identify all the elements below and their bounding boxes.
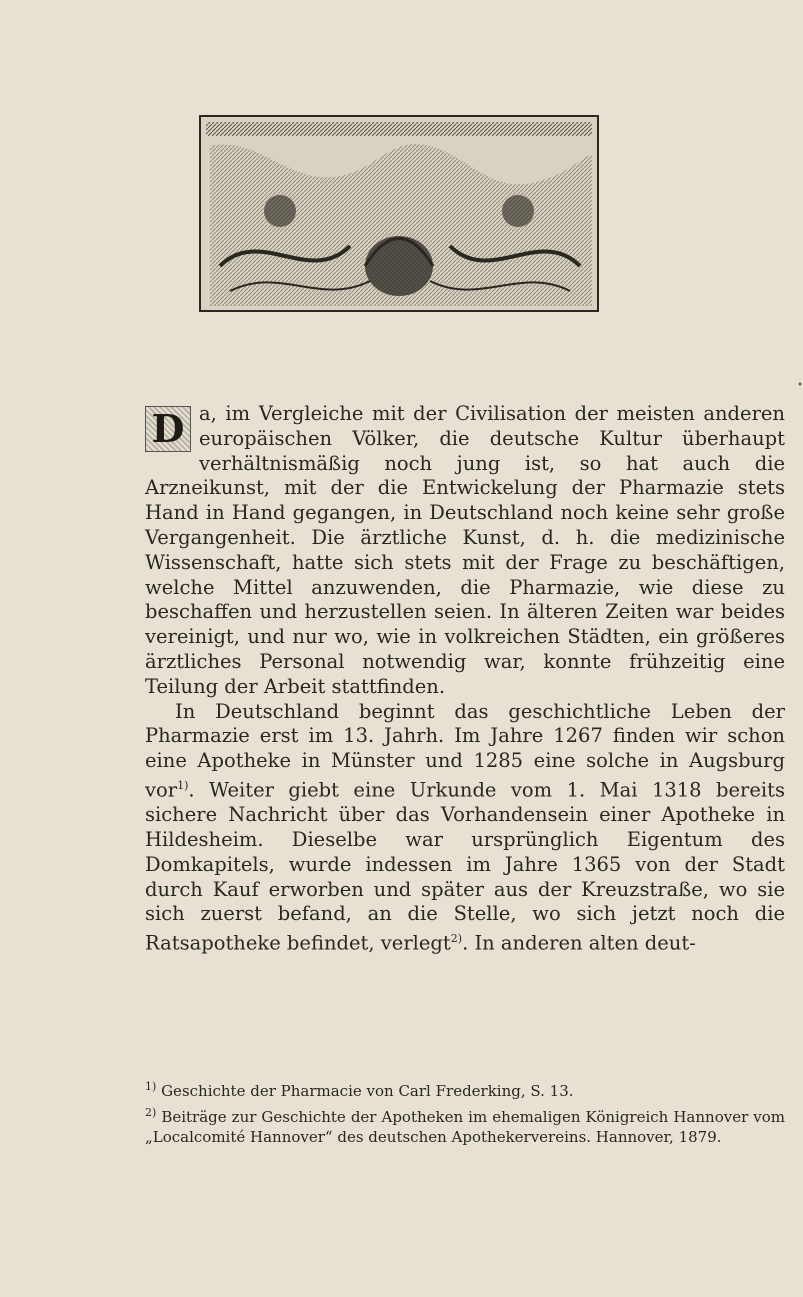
footnote-ref[interactable]: 2)	[450, 932, 463, 946]
ornamental-headpiece	[200, 116, 598, 311]
footnote-text: Geschichte der Pharmacie von Carl Frederking, S. 13.	[161, 1082, 574, 1100]
footnote-ref[interactable]: 1)	[177, 778, 189, 792]
body-text	[145, 402, 785, 957]
paragraph-text: . Weiter giebt eine Urkunde vom 1. Mai 1318 bereits sichere Nachricht über das Vorhandensein einer Apotheke in Hildesheim. Dieselbe war ursprünglich Eigentum des Domkapitels, wurde indessen im Jahre 1365 von der Stadt durch Kauf erworben und später aus der Kreuzstraße, wo sie sich zuerst befand, an die Stelle, wo sich jetzt noch die Ratsapotheke befindet, verlegt	[145, 778, 785, 955]
paragraph-text: In Deutschland beginnt das geschichtliche Leben der Pharmazie erst im 13. Jahrh. Im Jahre 1267 finden wir schon eine Apotheke in Münster und 1285 eine solche in Augsburg vor	[145, 699, 785, 802]
footnote	[145, 1103, 785, 1147]
footnotes	[145, 1077, 785, 1149]
paragraph	[145, 402, 785, 700]
footnote-text: Beiträge zur Geschichte der Apotheken im ehemaligen Königreich Hannover vom „Localcomité Hannover“ des deutschen Apothekervereins. Hannover, 1879.	[145, 1108, 785, 1146]
paragraph	[145, 700, 785, 957]
paragraph-text: . In anderen alten deut-	[462, 931, 696, 955]
footnote-marker: 2)	[145, 1106, 157, 1119]
paragraph-text: a, im Vergleiche mit der Civilisation der meisten anderen europäischen Völker, die deutsche Kultur überhaupt verhältnismäßig noch jung ist, so hat auch die Arzneikunst, mit der die Entwickelung der Pharmazie stets Hand in Hand gegangen, in Deutschland noch keine sehr große Vergangenheit. Die ärztliche Kunst, d. h. die medizinische Wissenschaft, hatte sich stets mit der Frage zu beschäftigen, welche Mittel anzuwenden, die Pharmazie, wie diese zu beschaffen und herzustellen seien. In älteren Zeiten war beides vereinigt, und nur wo, wie in volkreichen Städten, ein größeres ärztliches Personal notwendig war, konnte frühzeitig eine Teilung der Arbeit stattfinden.	[145, 402, 785, 698]
footnote	[145, 1077, 785, 1101]
decorated-initial: D	[145, 406, 191, 452]
footnote-marker: 1)	[145, 1080, 157, 1093]
margin-mark: •	[797, 380, 803, 391]
